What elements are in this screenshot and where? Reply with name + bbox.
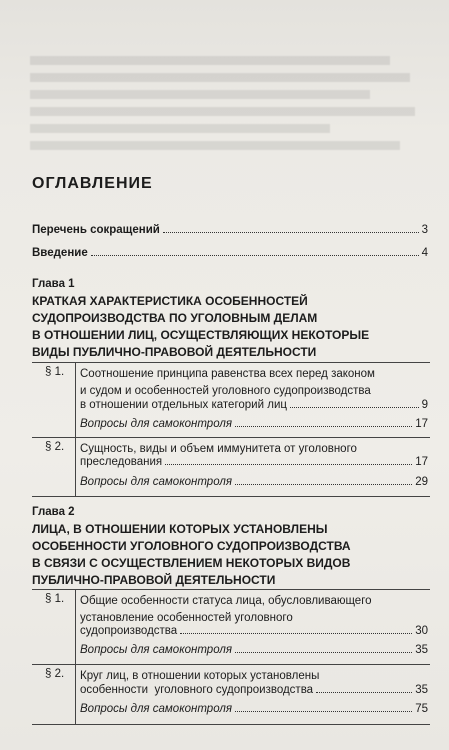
section-divider xyxy=(32,664,430,665)
section-column-rule xyxy=(75,362,76,496)
chapter-1-number: Глава 1 xyxy=(32,278,75,290)
section-line: особенности уголовного судопроизводства xyxy=(80,684,314,696)
questions-label: Вопросы для самоконтроля xyxy=(80,703,232,715)
leader-dots xyxy=(235,652,412,653)
chapter-title-line: СУДОПРОИЗВОДСТВА ПО УГОЛОВНЫМ ДЕЛАМ xyxy=(32,311,318,325)
section-line: преследования xyxy=(80,456,163,468)
leader-dots xyxy=(91,255,419,256)
questions-label: Вопросы для самоконтроля xyxy=(80,476,232,488)
section-line: Круг лиц, в отношении которых установлены xyxy=(80,670,320,682)
section-divider xyxy=(32,589,430,590)
chapter-1-section-2-questions[interactable] xyxy=(80,476,428,488)
section-line: судопроизводства xyxy=(80,625,178,637)
questions-page: 29 xyxy=(415,476,428,488)
section-line: установление особенностей уголовного xyxy=(80,612,293,624)
leader-dots xyxy=(235,711,412,712)
leader-dots xyxy=(235,484,412,485)
chapter-title-line: ОСОБЕННОСТИ УГОЛОВНОГО СУДОПРОИЗВОДСТВА xyxy=(32,539,351,553)
section-divider xyxy=(32,437,430,438)
questions-page: 75 xyxy=(415,703,428,715)
chapter-2-section-1-questions[interactable] xyxy=(80,644,428,656)
chapter-title-line: КРАТКАЯ ХАРАКТЕРИСТИКА ОСОБЕННОСТЕЙ xyxy=(32,294,308,308)
section-line: и судом и особенностей уголовного судопроизводства xyxy=(80,385,371,397)
section-line: в отношении отдельных категорий лиц xyxy=(80,399,287,411)
toc-title: ОГЛАВЛЕНИЕ xyxy=(32,175,153,192)
toc-entry-page: 4 xyxy=(421,247,428,259)
section-divider xyxy=(32,496,430,497)
leader-dots xyxy=(180,633,412,634)
chapter-2-section-2-last-line[interactable] xyxy=(80,684,428,696)
questions-page: 17 xyxy=(415,418,428,430)
questions-label: Вопросы для самоконтроля xyxy=(80,644,232,656)
chapter-title-line: ПУБЛИЧНО-ПРАВОВОЙ ДЕЯТЕЛЬНОСТИ xyxy=(32,573,276,587)
toc-entry-introduction[interactable] xyxy=(32,247,428,259)
section-page: 17 xyxy=(415,456,428,468)
chapter-1-section-2-last-line[interactable] xyxy=(80,456,428,468)
section-number: § 2. xyxy=(45,441,65,453)
chapter-title-line: В СВЯЗИ С ОСУЩЕСТВЛЕНИЕМ НЕКОТОРЫХ ВИДОВ xyxy=(32,556,351,570)
chapter-1-section-1-last-line[interactable] xyxy=(80,399,428,411)
section-line: Общие особенности статуса лица, обусловливающего xyxy=(80,595,372,607)
chapter-2-section-1[interactable] xyxy=(80,593,372,627)
section-number: § 1. xyxy=(45,366,65,378)
section-page: 35 xyxy=(415,684,428,696)
toc-entry-abbreviations[interactable] xyxy=(32,224,428,236)
section-column-rule xyxy=(75,589,76,724)
section-page: 9 xyxy=(421,399,428,411)
leader-dots xyxy=(290,407,419,408)
section-divider xyxy=(32,362,430,363)
chapter-title-line: ВИДЫ ПУБЛИЧНО-ПРАВОВОЙ ДЕЯТЕЛЬНОСТИ xyxy=(32,345,317,359)
section-line: Соотношение принципа равенства всех перед законом xyxy=(80,368,375,380)
questions-label: Вопросы для самоконтроля xyxy=(80,418,232,430)
chapter-2-section-1-last-line[interactable] xyxy=(80,625,428,637)
chapter-title-line: В ОТНОШЕНИИ ЛИЦ, ОСУЩЕСТВЛЯЮЩИХ НЕКОТОРЫЕ xyxy=(32,328,370,342)
chapter-1-section-1-questions[interactable] xyxy=(80,418,428,430)
section-number: § 1. xyxy=(45,593,65,605)
section-divider xyxy=(32,724,430,725)
leader-dots xyxy=(165,464,412,465)
toc-entry-label: Перечень сокращений xyxy=(32,224,160,236)
section-number: § 2. xyxy=(45,668,65,680)
toc-entry-page: 3 xyxy=(421,224,428,236)
leader-dots xyxy=(316,692,412,693)
leader-dots xyxy=(163,232,419,233)
chapter-2-section-2[interactable] xyxy=(80,668,319,685)
chapter-2-number: Глава 2 xyxy=(32,506,75,518)
chapter-1-title[interactable] xyxy=(32,293,427,361)
leader-dots xyxy=(235,426,412,427)
chapter-1-section-1[interactable] xyxy=(80,366,375,400)
toc-entry-label: Введение xyxy=(32,247,88,259)
chapter-2-section-2-questions[interactable] xyxy=(80,703,428,715)
chapter-title-line: ЛИЦА, В ОТНОШЕНИИ КОТОРЫХ УСТАНОВЛЕНЫ xyxy=(32,522,328,536)
questions-page: 35 xyxy=(415,644,428,656)
section-line: Сущность, виды и объем иммунитета от уголовного xyxy=(80,443,357,455)
section-page: 30 xyxy=(415,625,428,637)
chapter-2-title[interactable] xyxy=(32,521,427,589)
